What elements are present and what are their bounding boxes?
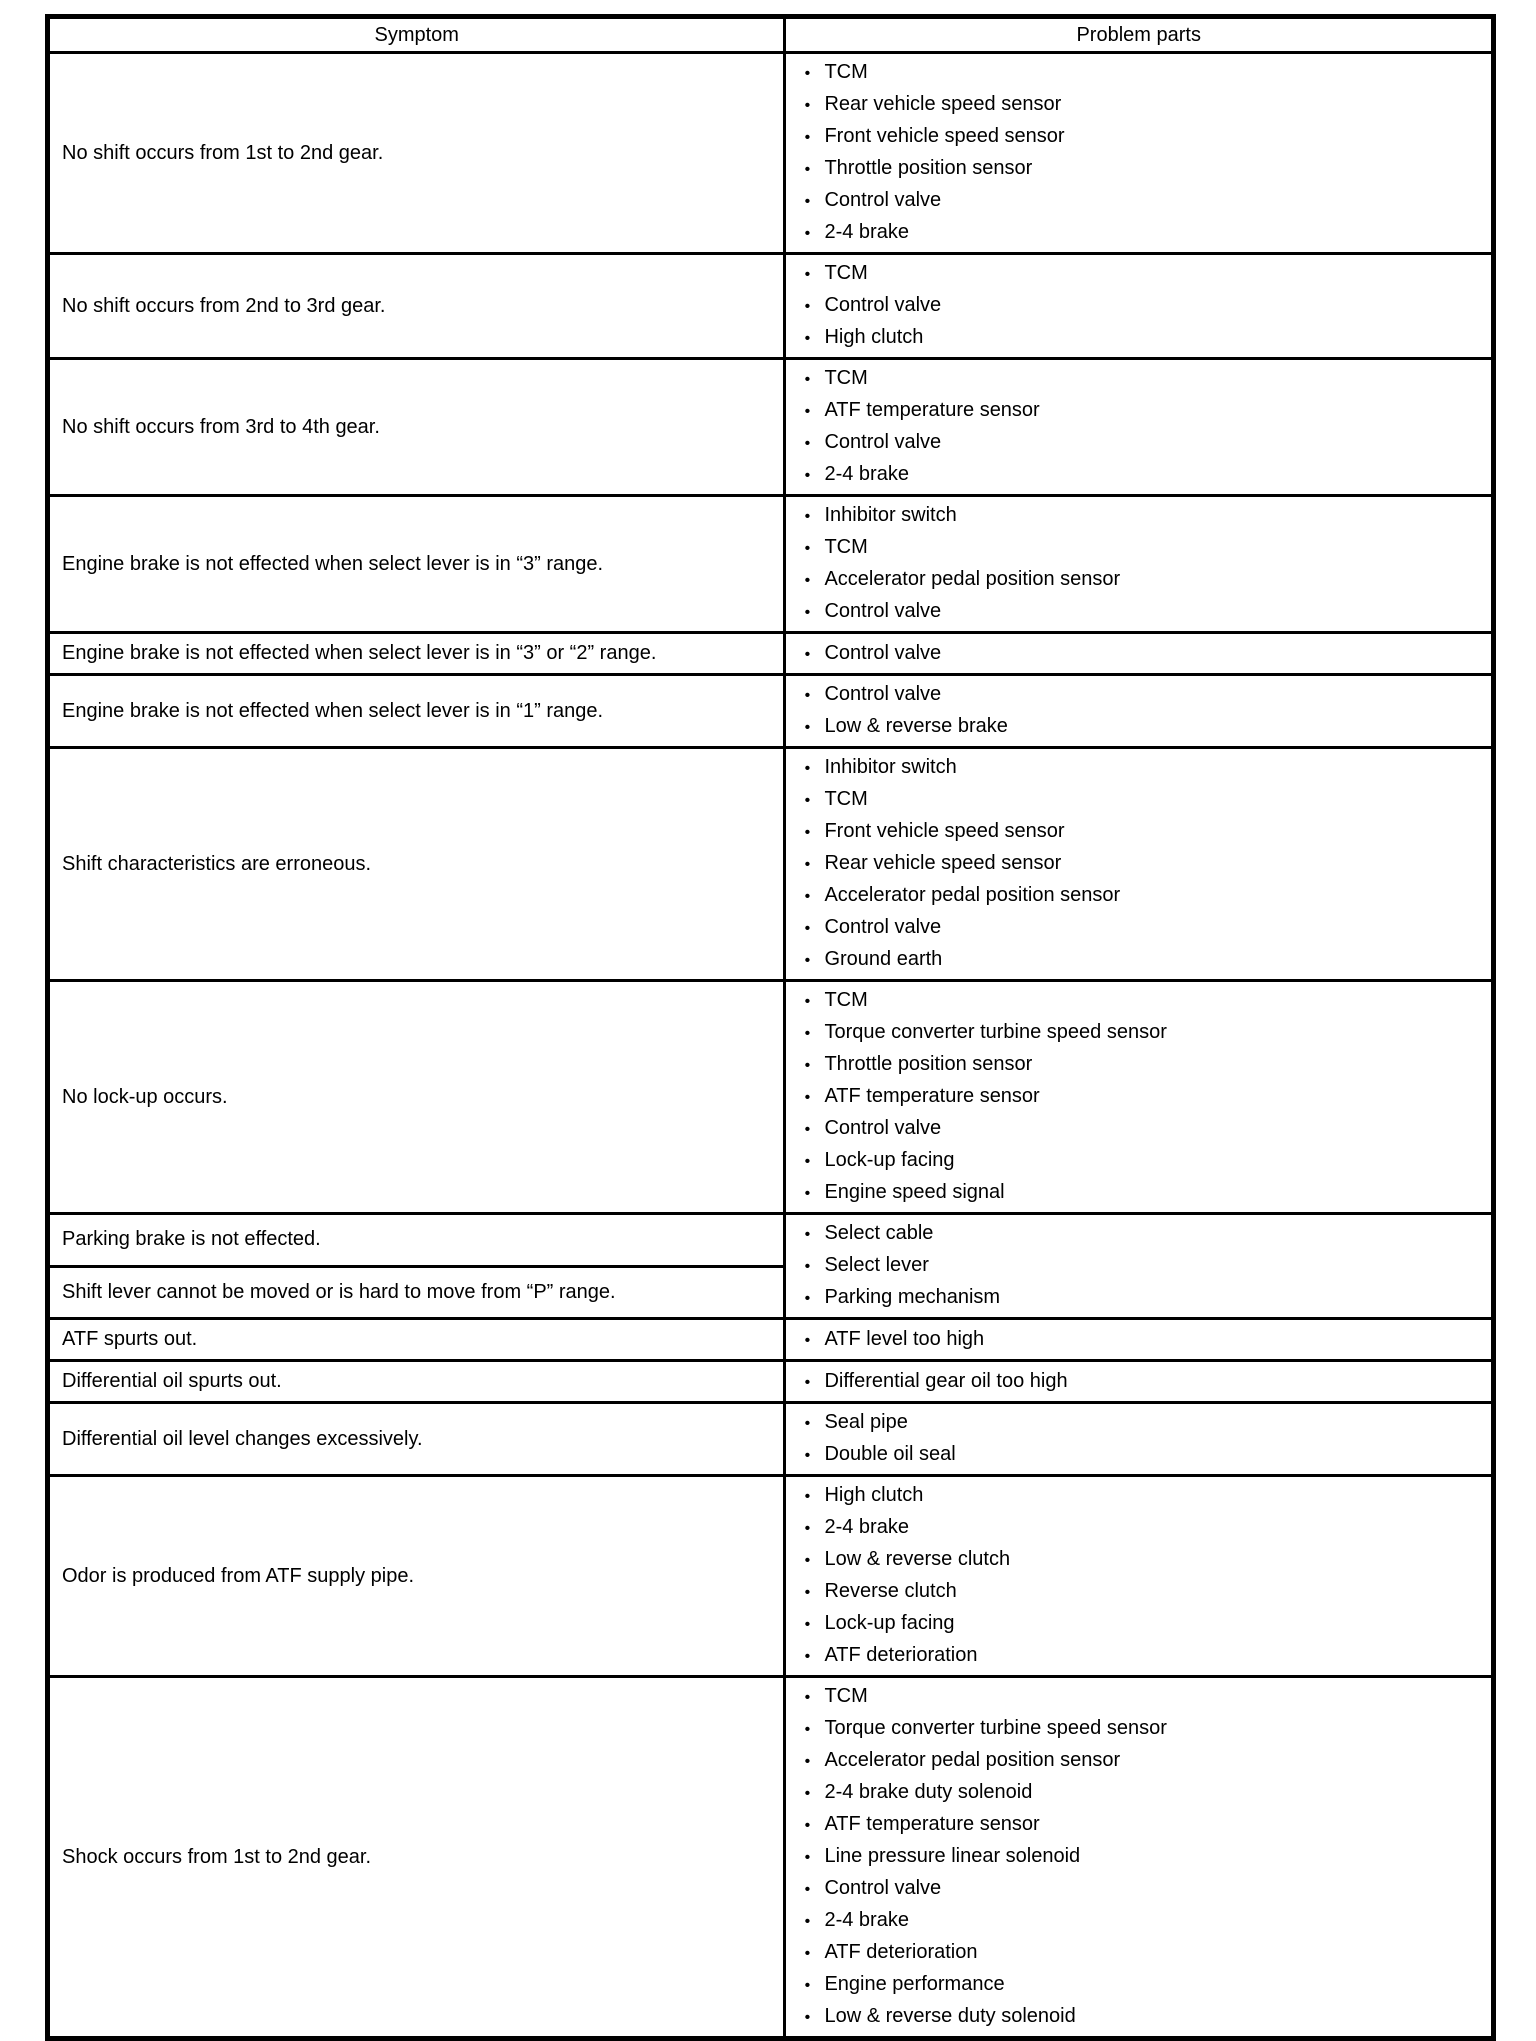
bullet-icon: •: [804, 1025, 811, 1042]
problem-part-item: [790, 1873, 1487, 1905]
bullet-icon: •: [804, 1881, 811, 1898]
bullet-icon: •: [804, 1552, 811, 1569]
bullet-icon: •: [804, 1258, 811, 1275]
problem-parts-list: [790, 1366, 1487, 1398]
bullet-icon: •: [804, 572, 811, 589]
problem-part-item: [790, 1841, 1487, 1873]
problem-parts-cell: [785, 981, 1494, 1214]
bullet-icon: •: [804, 824, 811, 841]
bullet-icon: •: [804, 161, 811, 178]
problem-part-label: Accelerator pedal position sensor: [824, 568, 1121, 590]
problem-part-item: [790, 912, 1487, 944]
problem-part-item: [790, 121, 1487, 153]
problem-parts-list: [790, 500, 1487, 628]
table-row: [48, 1476, 1494, 1677]
problem-part-item: [790, 1081, 1487, 1113]
bullet-icon: •: [804, 540, 811, 557]
table-row: [48, 53, 1494, 254]
symptom-cell: Differential oil level changes excessively.: [48, 1403, 785, 1476]
problem-parts-cell: [785, 254, 1494, 359]
problem-parts-list: [790, 1407, 1487, 1471]
bullet-icon: •: [804, 1057, 811, 1074]
symptom-cell: Shift characteristics are erroneous.: [48, 748, 785, 981]
problem-part-item: [790, 1905, 1487, 1937]
problem-part-label: Ground earth: [824, 948, 943, 970]
problem-part-label: ATF temperature sensor: [824, 1813, 1040, 1835]
problem-part-label: Engine performance: [824, 1973, 1005, 1995]
column-header-problem-parts: Problem parts: [785, 17, 1494, 53]
problem-part-item: [790, 1282, 1487, 1314]
problem-part-label: High clutch: [824, 1484, 924, 1506]
problem-part-item: [790, 1017, 1487, 1049]
table-row: [48, 675, 1494, 748]
bullet-icon: •: [804, 1977, 811, 1994]
problem-part-item: [790, 1937, 1487, 1969]
problem-part-label: Torque converter turbine speed sensor: [824, 1717, 1167, 1739]
problem-parts-cell: [785, 1319, 1494, 1361]
bullet-icon: •: [804, 1945, 811, 1962]
problem-part-label: Control valve: [824, 431, 942, 453]
problem-part-label: Lock-up facing: [824, 1612, 955, 1634]
problem-parts-list: [790, 638, 1487, 670]
problem-parts-cell: [785, 633, 1494, 675]
problem-part-label: Control valve: [824, 916, 942, 938]
problem-part-label: TCM: [824, 1685, 868, 1707]
bullet-icon: •: [804, 1488, 811, 1505]
problem-part-label: Throttle position sensor: [824, 157, 1033, 179]
symptom-cell: Engine brake is not effected when select lever is in “1” range.: [48, 675, 785, 748]
problem-part-label: Low & reverse brake: [824, 715, 1008, 737]
bullet-icon: •: [804, 993, 811, 1010]
problem-part-label: 2-4 brake: [824, 463, 909, 485]
problem-part-item: [790, 1544, 1487, 1576]
bullet-icon: •: [804, 2009, 811, 2026]
bullet-icon: •: [804, 298, 811, 315]
problem-part-item: [790, 395, 1487, 427]
bullet-icon: •: [804, 856, 811, 873]
problem-part-item: [790, 290, 1487, 322]
problem-part-item: [790, 1407, 1487, 1439]
problem-part-label: Control valve: [824, 683, 942, 705]
bullet-icon: •: [804, 403, 811, 420]
problem-part-item: [790, 258, 1487, 290]
symptom-cell: No shift occurs from 3rd to 4th gear.: [48, 359, 785, 496]
problem-part-label: Control valve: [824, 1117, 942, 1139]
problem-part-label: Front vehicle speed sensor: [824, 820, 1065, 842]
bullet-icon: •: [804, 1584, 811, 1601]
problem-part-item: [790, 564, 1487, 596]
bullet-icon: •: [804, 1817, 811, 1834]
problem-part-label: ATF deterioration: [824, 1941, 978, 1963]
problem-part-label: Differential gear oil too high: [824, 1369, 1068, 1392]
bullet-icon: •: [804, 1447, 811, 1464]
problem-part-item: [790, 322, 1487, 354]
bullet-icon: •: [804, 1721, 811, 1738]
bullet-icon: •: [804, 888, 811, 905]
table-row: [48, 748, 1494, 981]
bullet-icon: •: [804, 129, 811, 146]
problem-part-item: [790, 1681, 1487, 1713]
problem-part-label: ATF temperature sensor: [824, 1085, 1040, 1107]
table-row: [48, 1319, 1494, 1361]
problem-part-item: [790, 57, 1487, 89]
troubleshooting-table: [45, 14, 1496, 2041]
problem-part-label: 2-4 brake: [824, 1516, 909, 1538]
problem-parts-list: [790, 57, 1487, 249]
problem-part-item: [790, 1576, 1487, 1608]
problem-part-label: Reverse clutch: [824, 1580, 957, 1602]
problem-part-item: [790, 1366, 1487, 1398]
symptom-cell: Shift lever cannot be moved or is hard to move from “P” range.: [48, 1266, 785, 1319]
problem-part-label: Line pressure linear solenoid: [824, 1845, 1081, 1867]
bullet-icon: •: [804, 330, 811, 347]
problem-part-item: [790, 1809, 1487, 1841]
bullet-icon: •: [804, 760, 811, 777]
bullet-icon: •: [804, 604, 811, 621]
problem-parts-cell: [785, 1361, 1494, 1403]
problem-part-label: ATF deterioration: [824, 1644, 978, 1666]
bullet-icon: •: [804, 920, 811, 937]
problem-part-label: Control valve: [824, 294, 942, 316]
problem-part-label: Low & reverse duty solenoid: [824, 2005, 1076, 2027]
problem-part-label: Control valve: [824, 189, 942, 211]
bullet-icon: •: [804, 645, 811, 663]
problem-part-item: [790, 363, 1487, 395]
problem-part-item: [790, 1713, 1487, 1745]
problem-part-label: Throttle position sensor: [824, 1053, 1033, 1075]
problem-part-label: Rear vehicle speed sensor: [824, 93, 1062, 115]
problem-part-label: Accelerator pedal position sensor: [824, 1749, 1121, 1771]
problem-part-label: Front vehicle speed sensor: [824, 125, 1065, 147]
problem-parts-list: [790, 1480, 1487, 1672]
problem-parts-cell: [785, 1476, 1494, 1677]
problem-parts-list: [790, 985, 1487, 1209]
problem-part-label: Control valve: [824, 1877, 942, 1899]
problem-part-item: [790, 2001, 1487, 2033]
bullet-icon: •: [804, 952, 811, 969]
problem-part-item: [790, 1969, 1487, 2001]
problem-part-item: [790, 1777, 1487, 1809]
problem-part-item: [790, 1218, 1487, 1250]
problem-part-item: [790, 1049, 1487, 1081]
bullet-icon: •: [804, 1616, 811, 1633]
bullet-icon: •: [804, 225, 811, 242]
problem-part-label: TCM: [824, 536, 868, 558]
bullet-icon: •: [804, 1185, 811, 1202]
symptom-cell: ATF spurts out.: [48, 1319, 785, 1361]
table-row: [48, 496, 1494, 633]
problem-parts-cell: [785, 1677, 1494, 2039]
problem-part-item: [790, 1608, 1487, 1640]
symptom-cell: Parking brake is not effected.: [48, 1214, 785, 1267]
bullet-icon: •: [804, 467, 811, 484]
bullet-icon: •: [804, 65, 811, 82]
bullet-icon: •: [804, 1520, 811, 1537]
problem-part-item: [790, 459, 1487, 491]
problem-part-label: Inhibitor switch: [824, 756, 957, 778]
bullet-icon: •: [804, 1373, 811, 1391]
bullet-icon: •: [804, 1913, 811, 1930]
problem-parts-list: [790, 1218, 1487, 1314]
problem-part-item: [790, 985, 1487, 1017]
problem-part-label: TCM: [824, 262, 868, 284]
problem-part-item: [790, 217, 1487, 249]
bullet-icon: •: [804, 1089, 811, 1106]
bullet-icon: •: [804, 687, 811, 704]
bullet-icon: •: [804, 1226, 811, 1243]
problem-part-label: Accelerator pedal position sensor: [824, 884, 1121, 906]
symptom-cell: Shock occurs from 1st to 2nd gear.: [48, 1677, 785, 2039]
bullet-icon: •: [804, 435, 811, 452]
symptom-cell: Differential oil spurts out.: [48, 1361, 785, 1403]
problem-parts-list: [790, 1324, 1487, 1356]
bullet-icon: •: [804, 1153, 811, 1170]
column-header-symptom: Symptom: [48, 17, 785, 53]
problem-parts-cell: [785, 675, 1494, 748]
problem-part-label: Double oil seal: [824, 1443, 956, 1465]
problem-part-item: [790, 944, 1487, 976]
problem-part-label: TCM: [824, 367, 868, 389]
problem-part-item: [790, 1640, 1487, 1672]
problem-part-item: [790, 1177, 1487, 1209]
table-row: [48, 1677, 1494, 2039]
symptom-cell: No lock-up occurs.: [48, 981, 785, 1214]
table-row: [48, 254, 1494, 359]
problem-part-item: [790, 848, 1487, 880]
problem-parts-list: [790, 258, 1487, 354]
problem-parts-cell: [785, 1214, 1494, 1319]
problem-part-item: [790, 1439, 1487, 1471]
bullet-icon: •: [804, 266, 811, 283]
problem-parts-cell: [785, 748, 1494, 981]
table-row: [48, 359, 1494, 496]
problem-part-label: Low & reverse clutch: [824, 1548, 1011, 1570]
problem-part-item: [790, 89, 1487, 121]
problem-part-item: [790, 752, 1487, 784]
table-row: [48, 1361, 1494, 1403]
problem-part-item: [790, 784, 1487, 816]
bullet-icon: •: [804, 1415, 811, 1432]
bullet-icon: •: [804, 1849, 811, 1866]
problem-part-item: [790, 532, 1487, 564]
problem-part-label: High clutch: [824, 326, 924, 348]
problem-part-item: [790, 1250, 1487, 1282]
problem-part-item: [790, 1113, 1487, 1145]
problem-parts-cell: [785, 359, 1494, 496]
problem-part-label: 2-4 brake: [824, 1909, 909, 1931]
bullet-icon: •: [804, 1648, 811, 1665]
bullet-icon: •: [804, 97, 811, 114]
bullet-icon: •: [804, 792, 811, 809]
problem-part-label: Control valve: [824, 600, 942, 622]
table-row: [48, 981, 1494, 1214]
problem-parts-cell: [785, 496, 1494, 633]
bullet-icon: •: [804, 719, 811, 736]
problem-parts-cell: [785, 53, 1494, 254]
bullet-icon: •: [804, 1785, 811, 1802]
problem-part-label: ATF temperature sensor: [824, 399, 1040, 421]
problem-part-label: Select cable: [824, 1222, 934, 1244]
symptom-cell: No shift occurs from 2nd to 3rd gear.: [48, 254, 785, 359]
problem-part-item: [790, 1480, 1487, 1512]
problem-part-item: [790, 679, 1487, 711]
problem-part-label: Select lever: [824, 1254, 929, 1276]
bullet-icon: •: [804, 1331, 811, 1349]
bullet-icon: •: [804, 1753, 811, 1770]
problem-part-label: Control valve: [824, 641, 942, 664]
problem-parts-list: [790, 1681, 1487, 2033]
problem-part-label: TCM: [824, 61, 868, 83]
problem-part-item: [790, 880, 1487, 912]
problem-part-label: Inhibitor switch: [824, 504, 957, 526]
problem-part-item: [790, 816, 1487, 848]
problem-part-item: [790, 500, 1487, 532]
problem-part-item: [790, 1145, 1487, 1177]
bullet-icon: •: [804, 371, 811, 388]
problem-part-label: TCM: [824, 788, 868, 810]
symptom-cell: Odor is produced from ATF supply pipe.: [48, 1476, 785, 1677]
problem-part-item: [790, 638, 1487, 670]
symptom-cell: No shift occurs from 1st to 2nd gear.: [48, 53, 785, 254]
problem-part-item: [790, 596, 1487, 628]
problem-parts-list: [790, 752, 1487, 976]
bullet-icon: •: [804, 1290, 811, 1307]
problem-part-label: 2-4 brake duty solenoid: [824, 1781, 1033, 1803]
problem-part-label: Lock-up facing: [824, 1149, 955, 1171]
table-row: [48, 1214, 1494, 1267]
problem-parts-list: [790, 679, 1487, 743]
problem-part-label: Torque converter turbine speed sensor: [824, 1021, 1167, 1043]
problem-parts-cell: [785, 1403, 1494, 1476]
problem-part-item: [790, 1324, 1487, 1356]
problem-part-label: Parking mechanism: [824, 1286, 1001, 1308]
bullet-icon: •: [804, 508, 811, 525]
symptom-cell: Engine brake is not effected when select lever is in “3” or “2” range.: [48, 633, 785, 675]
problem-part-item: [790, 1512, 1487, 1544]
problem-parts-list: [790, 363, 1487, 491]
problem-part-label: Seal pipe: [824, 1411, 908, 1433]
bullet-icon: •: [804, 193, 811, 210]
problem-part-item: [790, 153, 1487, 185]
problem-part-item: [790, 711, 1487, 743]
problem-part-item: [790, 1745, 1487, 1777]
table-row: [48, 633, 1494, 675]
problem-part-label: ATF level too high: [824, 1327, 985, 1350]
bullet-icon: •: [804, 1121, 811, 1138]
header-row: [48, 17, 1494, 53]
symptom-cell: Engine brake is not effected when select lever is in “3” range.: [48, 496, 785, 633]
problem-part-label: Engine speed signal: [824, 1181, 1005, 1203]
bullet-icon: •: [804, 1689, 811, 1706]
problem-part-label: TCM: [824, 989, 868, 1011]
table-row: [48, 1403, 1494, 1476]
problem-part-item: [790, 185, 1487, 217]
problem-part-label: Rear vehicle speed sensor: [824, 852, 1062, 874]
problem-part-label: 2-4 brake: [824, 221, 909, 243]
problem-part-item: [790, 427, 1487, 459]
